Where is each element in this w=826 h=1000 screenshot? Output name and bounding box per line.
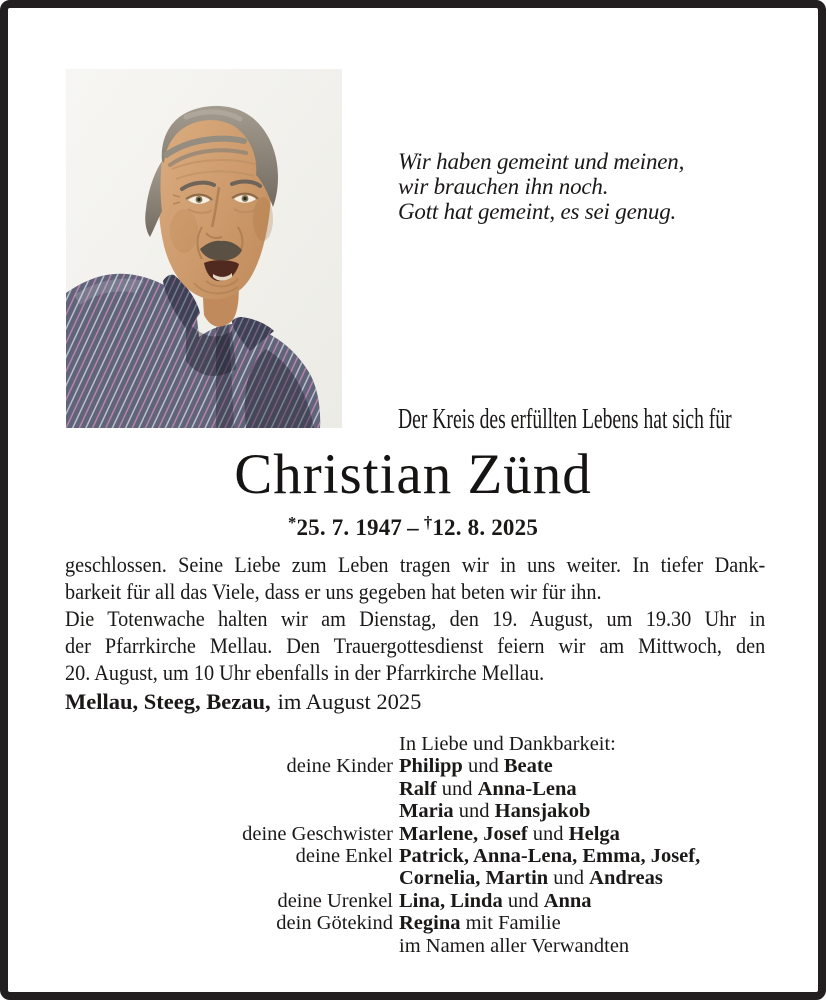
connector-text: mit Familie [460, 912, 561, 935]
announcement-line: barkeit für all das Viele, dass er uns gegeben hat beten wir für ihn. [65, 579, 602, 604]
relative-names [399, 733, 616, 755]
name-text: Lina, Linda [399, 889, 503, 912]
relation-label: deine Urenkel [277, 889, 393, 912]
name-text: Anna-Lena [477, 777, 577, 800]
name-text: Patrick, Anna-Lena, Emma, Josef, [399, 845, 701, 868]
announcement-line: 20. August, um 10 Uhr ebenfalls in der Pfarrkirche Mellau. [65, 660, 545, 685]
closing-row [65, 800, 810, 822]
relative-names [399, 935, 629, 957]
intro-line: Der Kreis des erfüllten Lebens hat sich für [398, 404, 732, 435]
relative-names [399, 755, 553, 777]
relation-label [65, 800, 393, 822]
relation-label [65, 733, 393, 755]
relation-label: dein Götekind [276, 912, 393, 935]
deceased-name: Christian Zünd [234, 443, 592, 506]
dates-separator: – [407, 514, 419, 540]
connector-text: und [453, 800, 495, 823]
closing-row [65, 755, 810, 777]
connector-text: im Namen aller Verwandten [399, 934, 630, 957]
closing-row [65, 778, 810, 800]
relation-label [65, 778, 393, 800]
relative-names [399, 867, 663, 889]
closing-signature-block [65, 733, 810, 957]
name-text: Marlene, Josef [399, 822, 528, 845]
name-text: Regina [399, 912, 461, 935]
closing-row [65, 733, 810, 755]
relation-label [65, 867, 393, 889]
portrait-photo [66, 69, 342, 428]
relative-names [399, 845, 700, 867]
name-text: Andreas [589, 867, 663, 890]
place-date-line [65, 688, 421, 715]
connector-text: und [548, 867, 590, 890]
memorial-quote [398, 149, 684, 224]
quote-line: wir brauchen ihn noch. [398, 174, 609, 199]
name-text: Hansjakob [494, 800, 591, 823]
relation-label [65, 935, 393, 957]
relative-names [399, 800, 590, 822]
connector-text: und [527, 822, 569, 845]
relation-label: deine Geschwister [242, 822, 393, 845]
relation-label: deine Kinder [286, 755, 393, 778]
name-text: Anna [543, 889, 592, 912]
relation-label: deine Enkel [295, 845, 393, 868]
closing-row [65, 867, 810, 889]
quote-line: Wir haben gemeint und meinen, [398, 149, 685, 174]
name-text: Cornelia, Martin [399, 867, 549, 890]
closing-row [65, 845, 810, 867]
closing-row [65, 890, 810, 912]
relative-names [399, 912, 561, 934]
quote-line: Gott hat gemeint, es sei genug. [398, 199, 677, 224]
birth-symbol: * [287, 513, 297, 532]
places: Mellau, Steeg, Bezau, [65, 689, 271, 714]
death-symbol: † [423, 513, 433, 532]
relative-names [399, 823, 620, 845]
connector-text: und [502, 889, 544, 912]
announcement-text [65, 551, 765, 686]
relative-names [399, 778, 577, 800]
name-text: Philipp [399, 755, 463, 778]
announcement-line: der Pfarrkirche Mellau. Den Trauergottesdienst feiern wir am Mittwoch, den [65, 633, 766, 658]
closing-row [65, 823, 810, 845]
connector-text: und [436, 777, 478, 800]
relative-names [399, 890, 592, 912]
name-text: Beate [503, 755, 553, 778]
closing-row [65, 935, 810, 957]
connector-text: und [462, 755, 504, 778]
life-dates [20, 510, 806, 541]
name-text: Ralf [399, 777, 437, 800]
month-year: im August 2025 [277, 689, 422, 714]
announcement-line: Die Totenwache halten wir am Dienstag, den 19. August, um 19.30 Uhr in [65, 606, 766, 631]
birth-date: 25. 7. 1947 [296, 514, 403, 540]
name-text: Helga [568, 822, 620, 845]
announcement-line: geschlossen. Seine Liebe zum Leben tragen wir in uns weiter. In tiefer Dank- [65, 552, 766, 577]
connector-text: In Liebe und Dankbarkeit: [399, 733, 616, 755]
name-text: Maria [399, 800, 454, 823]
death-date: 12. 8. 2025 [432, 514, 539, 540]
closing-row [65, 912, 810, 934]
